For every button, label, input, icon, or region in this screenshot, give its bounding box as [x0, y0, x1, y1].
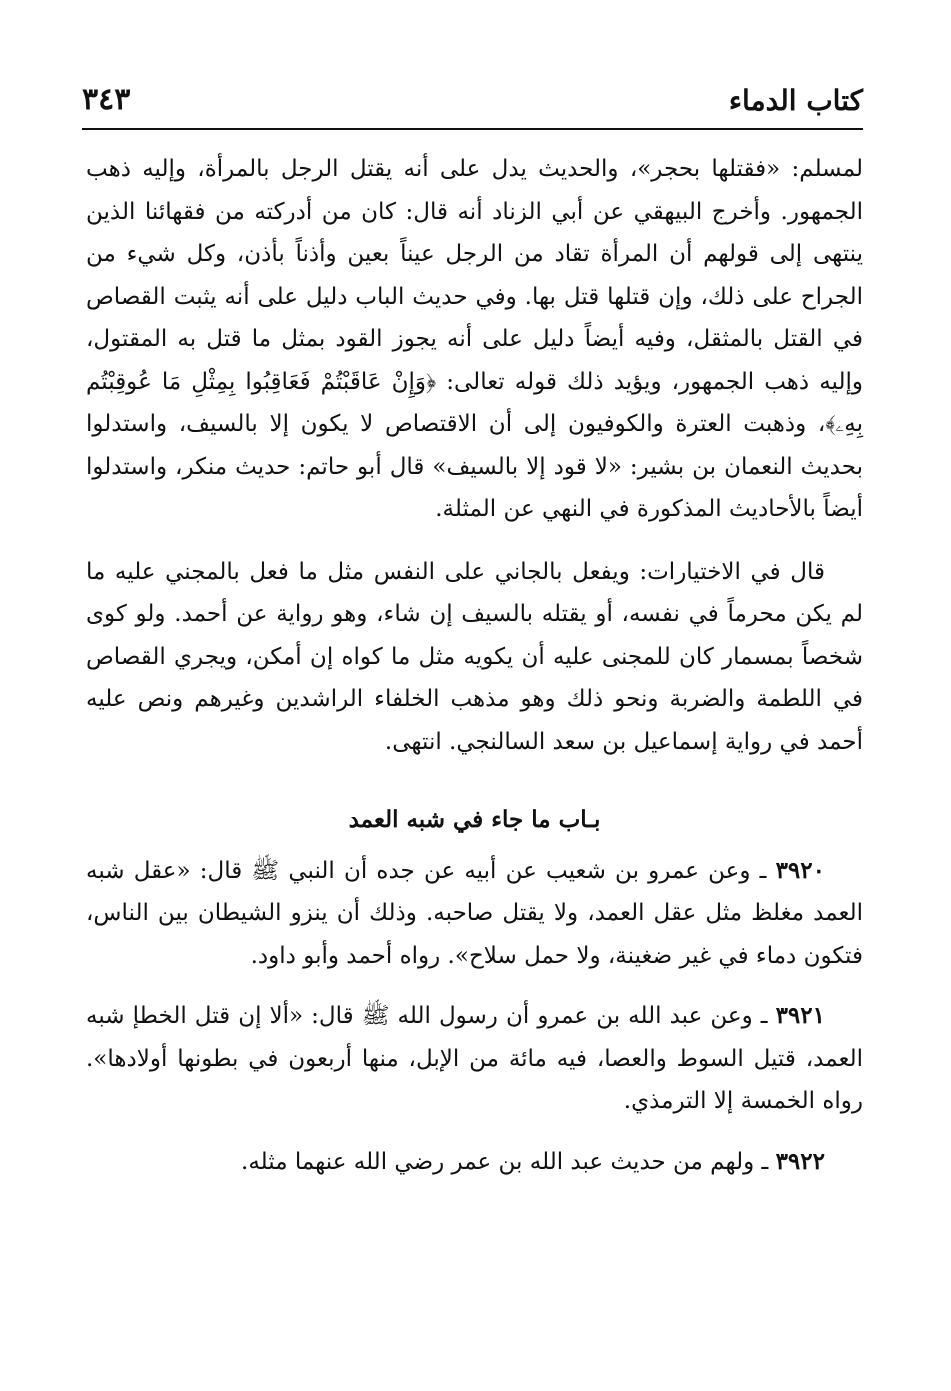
- hadith-text: ـ وعن عبد الله بن عمرو أن رسول الله ﷺ قال: «ألا إن قتل الخطإ شبه العمد، قتيل السوط والعصا، فيه مائة من الإبل، منها أربعون في بطونها أولادها». رواه الخمسة إلا الترمذي.: [86, 1003, 863, 1114]
- hadith-3922: [86, 1141, 863, 1184]
- page-content: [86, 148, 863, 1183]
- hadith-number: ٣٩٢١: [775, 1002, 825, 1029]
- page-number: ٣٤٣: [82, 82, 131, 117]
- hadith-number: ٣٩٢٢: [775, 1147, 825, 1175]
- hadith-number: ٣٩٢٠: [775, 856, 825, 884]
- paragraph-1: لمسلم: «فقتلها بحجر»، والحديث يدل على أنه يقتل الرجل بالمرأة، وإليه ذهب الجمهور. وأخرج البيهقي عن أبي الزناد أنه قال: كان من أدركته من فقهائنا الذين ينتهى إلى قولهم أن المرأة تقاد من الرجل عيناً بعين وأذناً بأذن، وكل شيء من الجراح على ذلك، وإن قتلها قتل بها. وفي حديث الباب دليل على أنه يثبت القصاص في القتل بالمثقل، وفيه أيضاً دليل على أنه يجوز القود بمثل ما قتل به المقتول، وإليه ذهب الجمهور، ويؤيد ذلك قوله تعالى: ﴿وَإِنْ عَاقَبْتُمْ فَعَاقِبُوا بِمِثْلِ مَا عُوقِبْتُم بِهِۦ﴾، وذهبت العترة والكوفيون إلى أن الاقتصاص لا يكون إلا بالسيف، واستدلوا بحديث النعمان بن بشير: «لا قود إلا بالسيف» قال أبو حاتم: حديث منكر، واستدلوا أيضاً بالأحاديث المذكورة في النهي عن المثلة.: [86, 156, 863, 522]
- hadith-text: ـ ولهم من حديث عبد الله بن عمر رضي الله عنهما مثله.: [241, 1148, 776, 1175]
- page-header: [82, 78, 863, 130]
- book-title: كتاب الدماء: [728, 84, 863, 117]
- paragraph-2: قال في الاختيارات: ويفعل بالجاني على النفس مثل ما فعل بالمجني عليه ما لم يكن محرماً في نفسه، أو يقتله بالسيف إن شاء، وهو رواية عن أحمد. ولو كوى شخصاً بمسمار كان للمجنى عليه أن يكويه مثل ما كواه إن أمكن، ويجري القصاص في اللطمة والضربة ونحو ذلك وهو مذهب الخلفاء الراشدين وغيرهم ونص عليه أحمد في رواية إسماعيل بن سعد السالنجي. انتهى.: [86, 558, 863, 755]
- hadith-3920: [86, 850, 863, 978]
- hadith-text: ـ وعن عمرو بن شعيب عن أبيه عن جده أن النبي ﷺ قال: «عقل شبه العمد مغلظ مثل عقل العمد، ولا يقتل صاحبه. وذلك أن ينزو الشيطان بين الناس، فتكون دماء في غير ضغينة، ولا حمل سلاح». رواه أحمد وأبو داود.: [86, 857, 863, 969]
- hadith-3921: [86, 995, 863, 1123]
- chapter-title: بـاب ما جاء في شبه العمد: [348, 806, 601, 833]
